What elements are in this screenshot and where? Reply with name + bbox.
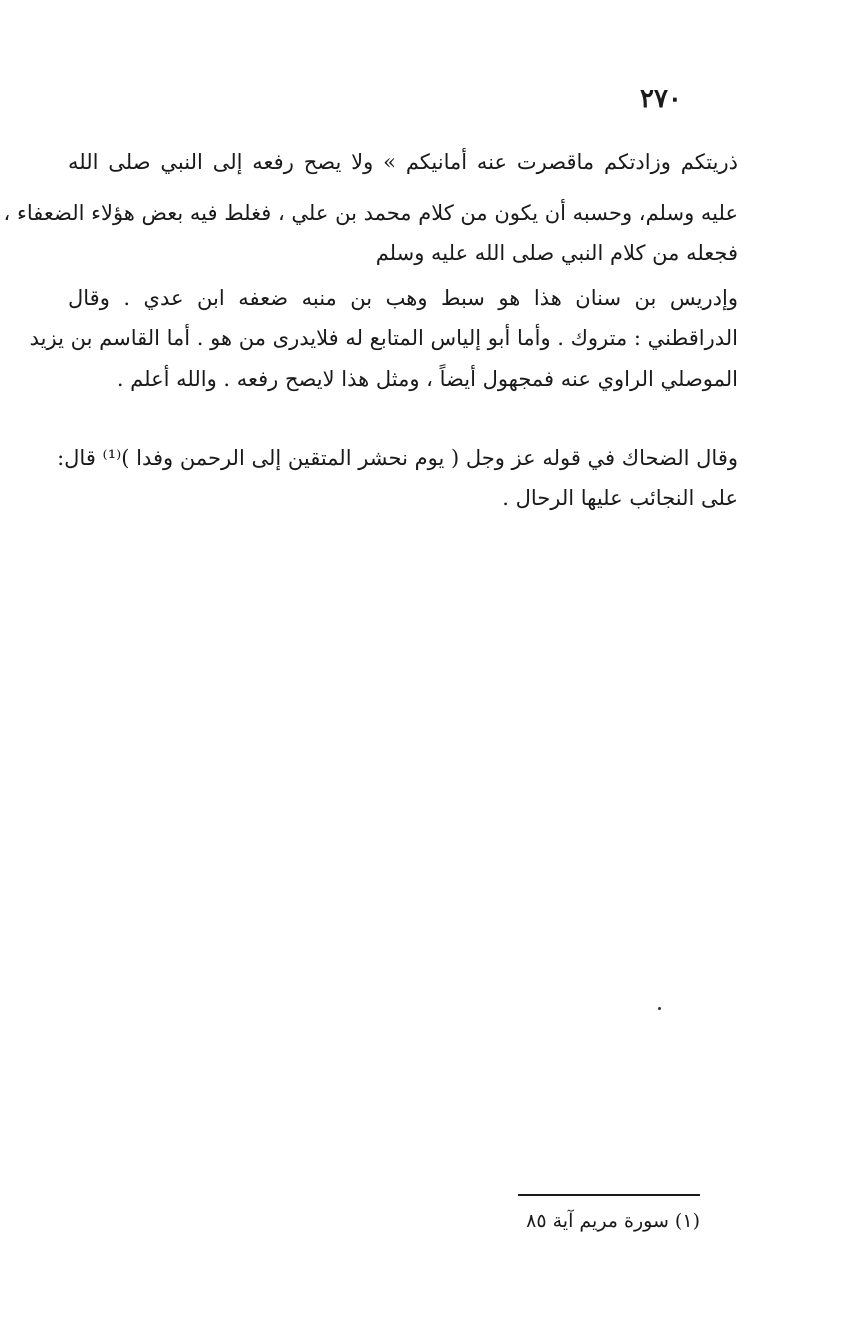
text-line: الدراقطني : متروك . وأما أبو إلياس المتابع له فلايدرى من هو . أما القاسم بن يزيد	[29, 326, 738, 350]
text-line: على النجائب عليها الرحال .	[502, 486, 738, 510]
text-line: فجعله من كلام النبي صلى الله عليه وسلم	[375, 241, 738, 265]
footnote: (١) سورة مريم آية ٨٥	[526, 1210, 700, 1232]
text-line: وإدريس بن سنان هذا هو سبط وهب بن منبه ضعفه ابن عدي . وقال	[68, 286, 738, 310]
text-line: عليه وسلم، وحسبه أن يكون من كلام محمد بن علي ، فغلط فيه بعض هؤلاء الضعفاء ،	[3, 201, 738, 225]
text-line: الموصلي الراوي عنه فمجهول أيضاً ، ومثل هذا لايصح رفعه . والله أعلم .	[116, 367, 738, 391]
text-line: وقال الضحاك في قوله عز وجل ( يوم نحشر المتقين إلى الرحمن وفدا )⁽¹⁾ قال:	[57, 446, 738, 470]
print-speck	[658, 1007, 661, 1010]
footnote-divider	[518, 1194, 700, 1196]
text-line: ذريتكم وزادتكم ماقصرت عنه أمانيكم » ولا يصح رفعه إلى النبي صلى الله	[68, 150, 738, 174]
page-number: ٢٧٠	[640, 84, 682, 114]
